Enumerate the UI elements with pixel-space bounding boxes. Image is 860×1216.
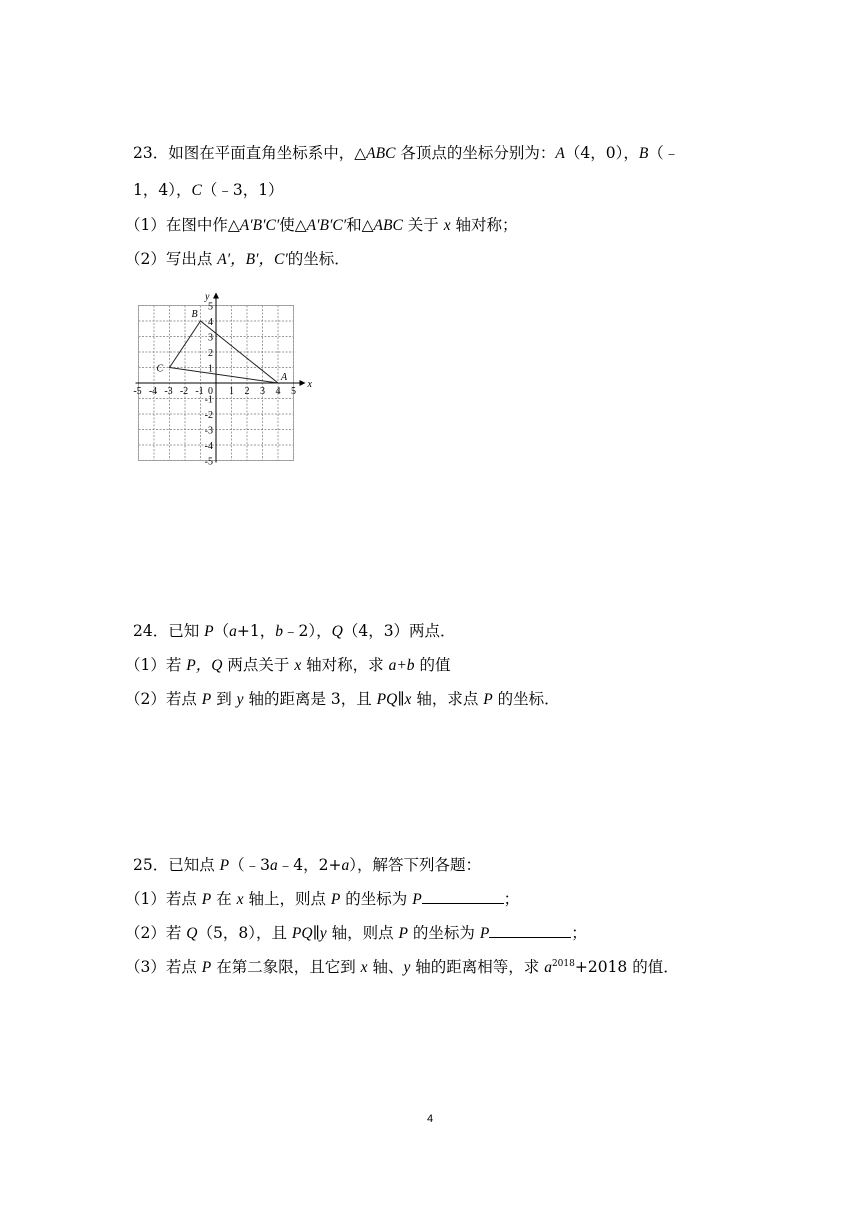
x-tick-label: 2 — [244, 386, 250, 397]
x-axis-arrow — [300, 380, 306, 386]
y-tick-label: -3 — [204, 425, 213, 437]
y-tick-label: 4 — [208, 317, 213, 328]
q24-sub1: （1）若 P，Q 两点关于 x 轴对称，求 a+b 的值 — [125, 656, 451, 674]
x-tick-label: -4 — [148, 386, 158, 397]
x-tick-label: -2 — [179, 386, 189, 397]
x-tick-label: 5 — [291, 386, 296, 397]
q25-line1: 25．已知点 P（﹣3a﹣4，2+a），解答下列各题： — [133, 856, 481, 874]
page-number: 4 — [426, 1113, 434, 1125]
q23-sub2: （2）写出点 A′，B′，C′的坐标． — [125, 250, 350, 268]
q23-line2: 1，4），C（﹣3，1） — [133, 181, 284, 199]
vertex-label-b: B — [191, 309, 198, 320]
q24-sub2: （2）若点 P 到 y 轴的距离是 3，且 PQ∥x 轴，求点 P 的坐标． — [125, 690, 560, 708]
x-tick-label: -5 — [133, 386, 142, 397]
y-axis-arrow — [213, 293, 219, 299]
y-tick-label: -4 — [204, 441, 213, 452]
q23-sub1: （1）在图中作△A′B′C′使△A′B′C′和△ABC 关于 x 轴对称； — [125, 216, 518, 234]
x-tick-label: 4 — [275, 386, 281, 397]
origin-label: 0 — [208, 386, 213, 397]
axes — [136, 293, 306, 463]
x-tick-label: 1 — [229, 386, 234, 397]
q23-line1: 23．如图在平面直角坐标系中，△ABC 各顶点的坐标分别为：A（4，0），B（﹣ — [133, 144, 680, 162]
x-tick-label: 3 — [260, 386, 265, 397]
answer-blank — [422, 889, 504, 904]
y-tick-label: 3 — [208, 332, 213, 344]
y-tick-label: -5 — [204, 456, 213, 468]
y-tick-label: -1 — [204, 394, 213, 406]
tick-labels — [133, 292, 312, 468]
vertex-label-c: C — [156, 363, 164, 375]
x-axis-label: x — [307, 379, 312, 390]
q25-sub3: （3）若点 P 在第二象限，且它到 x 轴、y 轴的距离相等，求 $a^{2018}+2018$ 的值． — [125, 958, 679, 976]
y-tick-label: 5 — [208, 301, 213, 313]
q24-line1: 24．已知 P（a+1，b﹣2），Q（4，3）两点． — [133, 622, 456, 640]
coordinate-grid-figure — [128, 284, 314, 468]
vertex-label-a: A — [281, 372, 288, 383]
y-tick-label: 1 — [208, 363, 213, 375]
y-axis-label: y — [205, 291, 210, 303]
x-tick-label: -1 — [195, 386, 204, 397]
q25-sub2: （2）若 Q（5，8），且 PQ∥y 轴，则点 P 的坐标为 P ； — [125, 924, 587, 942]
q25-sub1: （1）若点 P 在 x 轴上，则点 P 的坐标为 P ； — [125, 890, 520, 908]
y-tick-label: -2 — [204, 410, 213, 421]
x-tick-label: -3 — [164, 386, 173, 397]
y-tick-label: 2 — [208, 348, 213, 359]
answer-blank — [489, 923, 571, 938]
